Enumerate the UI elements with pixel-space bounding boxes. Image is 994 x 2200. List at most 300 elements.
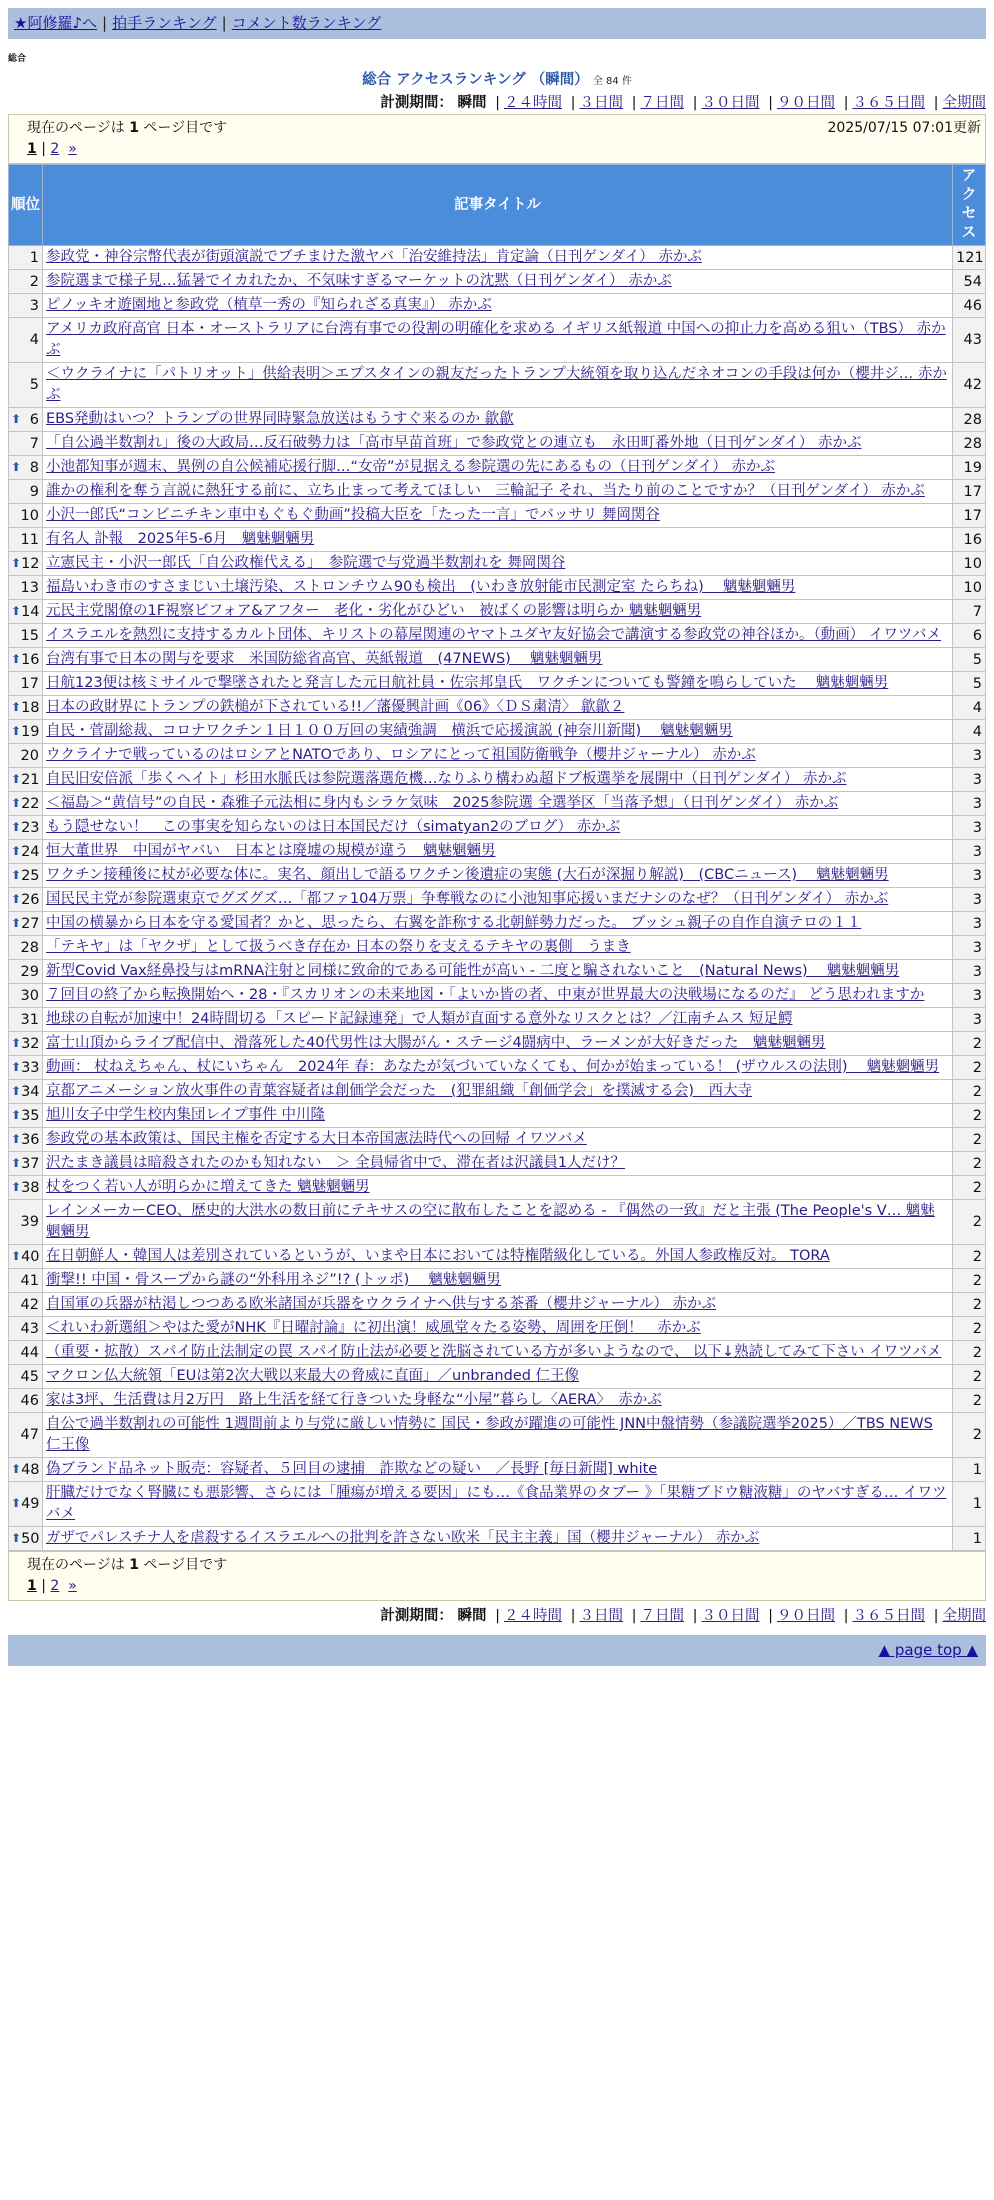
article-link[interactable]: 京都アニメーション放火事件の青葉容疑者は創価学会だった (犯罪組織「創価学会」を撲滅する会) 西大寺 (46, 1083, 753, 1099)
title-cell (43, 912, 953, 936)
article-link[interactable]: ガザでパレスチナ人を虐殺するイスラエルへの批判を許さない欧米「民主主義」国（櫻井ジャーナル） 赤かぶ (46, 1530, 760, 1546)
rank-number: 12 (21, 555, 40, 572)
rank-cell (9, 1389, 43, 1413)
article-link[interactable]: 家は3坪、生活費は月2万円 路上生活を経て行きついた身軽な“小屋”暮らし〈AERA〉 赤かぶ (46, 1392, 662, 1408)
rank-cell (9, 936, 43, 960)
article-link[interactable]: 新型Covid Vax経鼻投与はmRNA注射と同様に致命的である可能性が高い - 二度と騙されないこと (Natural News) 魑魅魍魎男 (46, 963, 900, 979)
period-7d[interactable]: ７日間 (640, 95, 684, 111)
rank-number: 17 (20, 675, 39, 692)
period-24h[interactable]: ２４時間 (504, 1608, 562, 1624)
table-row (9, 1104, 986, 1128)
access-count: 5 (953, 672, 986, 696)
title-cell (43, 936, 953, 960)
title-cell (43, 1365, 953, 1389)
rank-cell (9, 1176, 43, 1200)
access-count: 10 (953, 576, 986, 600)
rank-cell (9, 840, 43, 864)
table-row (9, 1317, 986, 1341)
rank-cell (9, 888, 43, 912)
rank-number: 39 (20, 1214, 39, 1230)
article-link[interactable]: 自民・菅副総裁、コロナワクチン１日１００万回の実績強調 横浜で応援演説 (神奈川新聞) 魑魅魍魎男 (46, 723, 733, 739)
access-count: 2 (953, 1341, 986, 1365)
article-link[interactable]: ウクライナで戦っているのはロシアとNATOであり、ロシアにとって祖国防衛戦争（櫻井ジャーナル） 赤かぶ (46, 747, 756, 763)
separator: | (102, 14, 108, 32)
access-count: 19 (953, 456, 986, 480)
rank-cell (9, 984, 43, 1008)
access-count: 54 (953, 270, 986, 294)
rank-number: 42 (20, 1296, 39, 1313)
table-row (9, 1389, 986, 1413)
rank-cell (9, 1527, 43, 1551)
title-cell (43, 888, 953, 912)
table-row (9, 816, 986, 840)
article-link[interactable]: 台湾有事で日本の関与を要求 米国防総省高官、英紙報道 (47NEWS) 魑魅魍魎男 (46, 651, 603, 667)
rank-cell (9, 1341, 43, 1365)
rank-number: 15 (20, 627, 39, 644)
link-asyura-home[interactable]: ★阿修羅♪へ (14, 14, 98, 32)
title-cell (43, 480, 953, 504)
rank-number: 6 (29, 411, 39, 428)
ranking-table-body (9, 246, 986, 1551)
rank-cell (9, 1269, 43, 1293)
article-link[interactable]: もう隠せない！ この事実を知らないのは日本国民だけ（simatyan2のブログ） 赤かぶ (46, 819, 621, 835)
article-link[interactable]: 中国の横暴から日本を守る愛国者？かと、思ったら、右翼を詐称する北朝鮮勢力だった。 ブッシュ親子の自作自演テロの１１ (46, 915, 862, 931)
rank-number: 2 (29, 273, 39, 290)
title-cell (43, 246, 953, 270)
article-link[interactable]: 在日朝鮮人・韓国人は差別されているというが、いまや日本においては特権階級化している。外国人参政権反対。 TORA (46, 1248, 830, 1264)
table-row (9, 720, 986, 744)
period-all[interactable]: 全期間 (942, 95, 986, 111)
rank-number: 49 (21, 1496, 40, 1512)
table-row (9, 984, 986, 1008)
ranking-title (8, 68, 986, 89)
pager-bottom: 1 | 2 » (27, 1578, 77, 1594)
up-arrow-icon: ⬆ (11, 1107, 22, 1122)
title-cell (43, 1527, 953, 1551)
rank-number: 7 (29, 435, 39, 452)
article-link[interactable]: ＜福島＞“黄信号”の自民・森雅子元法相に身内もシラケ気味 2025参院選 全選挙区「当落予想」（日刊ゲンダイ） 赤かぶ (46, 795, 839, 811)
up-arrow-icon: ⬆ (11, 1083, 22, 1098)
title-cell (43, 1128, 953, 1152)
access-count: 17 (953, 480, 986, 504)
header-rank: 順位 (9, 165, 43, 246)
title-cell (43, 816, 953, 840)
title-cell (43, 294, 953, 318)
rank-number: 8 (29, 459, 39, 476)
access-count: 46 (953, 294, 986, 318)
access-count: 2 (953, 1200, 986, 1245)
article-link[interactable]: 参政党の基本政策は、国民主権を否定する大日本帝国憲法時代への回帰 イワツバメ (46, 1131, 587, 1147)
rank-cell (9, 1200, 43, 1245)
table-row (9, 1482, 986, 1527)
access-count: 2 (953, 1104, 986, 1128)
article-link[interactable]: 小沢一郎氏“コンビニチキン車中もぐもぐ動画”投稿大臣を「たった一言」でバッサリ 舞岡関谷 (46, 507, 660, 523)
rank-cell (9, 672, 43, 696)
article-link[interactable]: 旭川女子中学生校内集団レイプ事件 中川隆 (46, 1107, 325, 1123)
rank-cell (9, 270, 43, 294)
rank-number: 1 (29, 249, 39, 266)
article-link[interactable]: ピノッキオ遊園地と参政党（植草一秀の『知られざる真実』） 赤かぶ (46, 297, 492, 313)
pager-next-arrow[interactable]: » (68, 1578, 77, 1594)
rank-number: 21 (21, 771, 40, 788)
access-count: 3 (953, 888, 986, 912)
article-link[interactable]: マクロン仏大統領「EUは第2次大戦以来最大の脅威に直面」／unbranded 仁王像 (46, 1368, 580, 1384)
pager-next-arrow[interactable]: » (68, 141, 77, 157)
title-cell (43, 1389, 953, 1413)
up-arrow-icon: ⬆ (11, 411, 22, 426)
rank-number: 50 (21, 1530, 40, 1547)
rank-number: 35 (21, 1107, 40, 1124)
article-link[interactable]: ワクチン接種後に杖が必要な体に。実名、顔出しで語るワクチン後遺症の実態 (大石が深掘り解説) (CBCニュース) 魑魅魍魎男 (46, 867, 889, 883)
title-cell (43, 960, 953, 984)
title-cell (43, 1482, 953, 1527)
access-count: 2 (953, 1176, 986, 1200)
article-link[interactable]: 自民旧安倍派「歩くヘイト」杉田水脈氏は参院選落選危機…なりふり構わぬ超ドブ板選挙を展開中（日刊ゲンダイ） 赤かぶ (46, 771, 847, 787)
rank-number: 9 (29, 483, 39, 500)
rank-cell (9, 768, 43, 792)
table-row (9, 246, 986, 270)
access-count: 4 (953, 720, 986, 744)
pager-page-2[interactable]: 2 (50, 1578, 60, 1594)
pager-page-2[interactable]: 2 (50, 141, 60, 157)
period-24h[interactable]: ２４時間 (504, 95, 562, 111)
article-link[interactable]: 日本の政財界にトランプの鉄槌が下されている!!／藩優興計画《06》〈ＤＳ粛清〉 歙歙２ (46, 699, 625, 715)
access-count: 2 (953, 1056, 986, 1080)
rank-number: 11 (20, 531, 39, 548)
period-365d[interactable]: ３６５日間 (852, 1608, 925, 1624)
title-cell (43, 744, 953, 768)
header-access: アクセス (953, 165, 986, 246)
up-arrow-icon: ⬆ (11, 867, 22, 882)
article-link[interactable]: 自公で過半数割れの可能性 1週間前より与党に厳しい情勢に 国民・参政が躍進の可能性 JNN中盤情勢（参議院選挙2025）／TBS NEWS 仁王像 (46, 1416, 933, 1453)
up-arrow-icon: ⬆ (11, 555, 22, 570)
table-row (9, 840, 986, 864)
period-365d[interactable]: ３６５日間 (852, 95, 925, 111)
title-cell (43, 504, 953, 528)
table-row (9, 1341, 986, 1365)
access-count: 4 (953, 696, 986, 720)
title-cell (43, 1413, 953, 1458)
access-count: 3 (953, 816, 986, 840)
article-link[interactable]: 「テキヤ」は「ヤクザ」として扱うべき存在か 日本の祭りを支えるテキヤの裏側 うまき (46, 939, 631, 955)
rank-cell (9, 696, 43, 720)
rank-cell (9, 600, 43, 624)
up-arrow-icon: ⬆ (11, 891, 22, 906)
access-count: 2 (953, 1269, 986, 1293)
up-arrow-icon: ⬆ (11, 819, 22, 834)
table-row (9, 960, 986, 984)
article-link[interactable]: 恒大董世界 中国がヤバい 日本とは廃墟の規模が違う 魑魅魍魎男 (46, 843, 496, 859)
rank-cell (9, 504, 43, 528)
title-cell (43, 1104, 953, 1128)
period-3d[interactable]: ３日間 (579, 95, 623, 111)
up-arrow-icon: ⬆ (11, 1179, 22, 1194)
article-link[interactable]: 「自公過半数割れ」後の大政局…反石破勢力は「高市早苗首班」で参政党との連立も 永田町番外地（日刊ゲンダイ） 赤かぶ (46, 435, 862, 451)
rank-cell (9, 960, 43, 984)
table-row (9, 912, 986, 936)
rank-cell (9, 1293, 43, 1317)
article-link[interactable]: 動画： 杖ねえちゃん、杖にいちゃん 2024年 春：あなたが気づいていなくても、何かが始まっている！ (ザウルスの法則) 魑魅魍魎男 (46, 1059, 940, 1075)
title-cell (43, 1032, 953, 1056)
article-link[interactable]: 国民民主党が参院選東京でグズグズ…「都ファ104万票」争奪戦なのに小池知事応援いまだナシのなぜ？（日刊ゲンダイ） 赤かぶ (46, 891, 889, 907)
rank-cell (9, 318, 43, 363)
rank-number: 45 (20, 1368, 39, 1385)
title-cell (43, 768, 953, 792)
up-arrow-icon: ⬆ (11, 699, 22, 714)
rank-cell (9, 552, 43, 576)
table-row (9, 504, 986, 528)
rank-number: 3 (29, 297, 39, 314)
table-row (9, 1527, 986, 1551)
access-count: 2 (953, 1032, 986, 1056)
period-90d[interactable]: ９０日間 (777, 1608, 835, 1624)
access-count: 1 (953, 1527, 986, 1551)
period-current: 瞬間 (457, 95, 487, 111)
section-label: 総合 (8, 54, 27, 64)
rank-cell (9, 1104, 43, 1128)
rank-cell (9, 648, 43, 672)
article-link[interactable]: イスラエルを熱烈に支持するカルト団体、キリストの幕屋関連のヤマトユダヤ友好協会で講演する参政党の神谷ほか。（動画） イワツバメ (46, 627, 942, 643)
title-cell (43, 552, 953, 576)
access-count: 3 (953, 864, 986, 888)
access-count: 28 (953, 408, 986, 432)
access-count: 121 (953, 246, 986, 270)
article-link[interactable]: 地球の自転が加速中！24時間切る「スピード記録連発」で人類が直面する意外なリスクとは？／江南チムス 短足鰐 (46, 1011, 793, 1027)
rank-cell (9, 1032, 43, 1056)
period-3d[interactable]: ３日間 (579, 1608, 623, 1624)
rank-number: 30 (20, 987, 39, 1004)
up-arrow-icon: ⬆ (11, 1131, 22, 1146)
title-cell (43, 672, 953, 696)
rank-number: 23 (21, 819, 40, 836)
link-comment-ranking[interactable]: コメント数ランキング (231, 14, 382, 32)
article-link[interactable]: 衝撃!! 中国・骨スープから謎の“外科用ネジ”!? (トッポ) 魑魅魍魎男 (46, 1272, 501, 1288)
access-count: 3 (953, 1008, 986, 1032)
title-cell (43, 1080, 953, 1104)
rank-cell (9, 1080, 43, 1104)
rank-number: 44 (20, 1344, 39, 1361)
rank-number: 33 (21, 1059, 40, 1076)
rank-number: 34 (21, 1083, 40, 1100)
rank-cell (9, 294, 43, 318)
period-30d[interactable]: ３０日間 (701, 95, 760, 111)
article-link[interactable]: ＜れいわ新選組＞やはた愛がNHK『日曜討論』に初出演！威風堂々たる姿勢、周囲を圧倒！ 赤かぶ (46, 1320, 701, 1336)
article-link[interactable]: 立憲民主・小沢一郎氏「自公政権代える」 参院選で与党過半数割れを 舞岡関谷 (46, 555, 566, 571)
table-row (9, 768, 986, 792)
article-link[interactable]: 参院選まで様子見…猛暑でイカれたか、不気味すぎるマーケットの沈黙（日刊ゲンダイ） 赤かぶ (46, 273, 672, 289)
access-count: 3 (953, 984, 986, 1008)
article-link[interactable]: レインメーカーCEO、歴史的大洪水の数日前にテキサスの空に散布したことを認める - 『偶然の一致』だと主張 (The People's V… 魑魅魍魎男 (46, 1203, 935, 1240)
access-count: 2 (953, 1152, 986, 1176)
period-90d[interactable]: ９０日間 (777, 95, 835, 111)
rank-number: 18 (21, 699, 40, 716)
title-cell (43, 270, 953, 294)
table-row (9, 792, 986, 816)
rank-number: 10 (20, 507, 39, 524)
table-row (9, 408, 986, 432)
rank-number: 43 (20, 1320, 39, 1337)
table-row (9, 1152, 986, 1176)
article-link[interactable]: アメリカ政府高官 日本・オーストラリアに台湾有事での役割の明確化を求める イギリス紙報道 中国への抑止力を高める狙い（TBS） 赤かぶ (46, 321, 946, 358)
pager-current-page: 1 (27, 1578, 37, 1594)
table-row (9, 624, 986, 648)
table-row (9, 552, 986, 576)
title-cell (43, 576, 953, 600)
up-arrow-icon: ⬆ (11, 723, 22, 738)
access-count: 42 (953, 363, 986, 408)
title-cell (43, 363, 953, 408)
table-row (9, 648, 986, 672)
article-link[interactable]: 自国軍の兵器が枯渇しつつある欧米諸国が兵器をウクライナへ供与する茶番（櫻井ジャーナル） 赤かぶ (46, 1296, 717, 1312)
article-link[interactable]: EBS発動はいつ？トランプの世界同時緊急放送はもうすぐ来るのか 歙歙 (46, 411, 514, 427)
title-cell (43, 1458, 953, 1482)
title-cell (43, 456, 953, 480)
rank-cell (9, 720, 43, 744)
up-arrow-icon: ⬆ (11, 1496, 22, 1510)
access-count: 16 (953, 528, 986, 552)
pager-top: 1 | 2 » (27, 141, 77, 157)
period-selector-bottom: 計測期間： 瞬間 | ２４時間 | ３日間 | ７日間 | ３０日間 | ９０日間 | ３６５日間 | 全期間 (380, 1608, 986, 1624)
table-row (9, 480, 986, 504)
title-cell (43, 1317, 953, 1341)
article-link[interactable]: 杖をつく若い人が明らかに増えてきた 魑魅魍魎男 (46, 1179, 370, 1195)
article-link[interactable]: （重要・拡散）スパイ防止法制定の罠 スパイ防止法が必要と洗脳されている方が多いようなので、 以下↓熟読してみて下さい イワツバメ (46, 1344, 942, 1360)
rank-cell (9, 1008, 43, 1032)
title-cell (43, 696, 953, 720)
page-top-link[interactable]: ▲ page top ▲ (878, 1641, 978, 1659)
rank-cell (9, 456, 43, 480)
rank-number: 37 (21, 1155, 40, 1172)
access-count: 7 (953, 600, 986, 624)
up-arrow-icon: ⬆ (11, 795, 22, 810)
table-row (9, 456, 986, 480)
access-count: 3 (953, 768, 986, 792)
rank-cell (9, 1458, 43, 1482)
article-link[interactable]: 日航123便は核ミサイルで撃墜されたと発言した元日航社員・佐宗邦皇氏 ワクチンについても警鐘を鳴らしていた 魑魅魍魎男 (46, 675, 889, 691)
rank-number: 14 (21, 603, 40, 620)
article-link[interactable]: 偽ブランド品ネット販売：容疑者、５回目の逮捕 詐欺などの疑い ／長野 [毎日新聞] white (46, 1461, 658, 1477)
rank-number: 4 (29, 332, 39, 348)
rank-number: 47 (20, 1427, 39, 1443)
table-row (9, 294, 986, 318)
table-row (9, 1056, 986, 1080)
article-link[interactable]: 沢たまき議員は暗殺されたのかも知れない ＞ 全員帰省中で、滞在者は沢議員1人だけ？ (46, 1155, 626, 1171)
table-row (9, 318, 986, 363)
table-row (9, 672, 986, 696)
article-link[interactable]: 誰かの権利を奪う言説に熱狂する前に、立ち止まって考えてほしい 三輪記子 それ、当たり前のことですか？（日刊ゲンダイ） 赤かぶ (46, 483, 925, 499)
table-row (9, 432, 986, 456)
page-info-box-bottom (8, 1551, 986, 1601)
total-count: 全 84 件 (592, 76, 632, 87)
access-count: 1 (953, 1482, 986, 1527)
up-arrow-icon: ⬆ (11, 915, 22, 930)
period-label: 計測期間： (380, 1608, 453, 1624)
table-row (9, 363, 986, 408)
header-title: 記事タイトル (43, 165, 953, 246)
title-cell (43, 840, 953, 864)
access-count: 3 (953, 792, 986, 816)
period-label: 計測期間： (380, 95, 453, 111)
access-count: 2 (953, 1293, 986, 1317)
period-all[interactable]: 全期間 (942, 1608, 986, 1624)
table-row (9, 744, 986, 768)
article-link[interactable]: 参政党・神谷宗幣代表が街頭演説でブチまけた激ヤバ「治安維持法」肯定論（日刊ゲンダイ） 赤かぶ (46, 249, 702, 265)
rank-number: 27 (21, 915, 40, 932)
table-row (9, 888, 986, 912)
title-cell (43, 1341, 953, 1365)
title-cell (43, 528, 953, 552)
access-count: 1 (953, 1458, 986, 1482)
table-row (9, 1269, 986, 1293)
table-row (9, 576, 986, 600)
table-row (9, 1458, 986, 1482)
title-cell (43, 432, 953, 456)
article-link[interactable]: 富士山頂からライブ配信中、滑落死した40代男性は大腸がん・ステージ4闘病中、ラーメンが大好きだった 魑魅魍魎男 (46, 1035, 826, 1051)
rank-cell (9, 1413, 43, 1458)
title-cell (43, 1269, 953, 1293)
table-row (9, 1293, 986, 1317)
up-arrow-icon: ⬆ (11, 1248, 22, 1263)
article-link[interactable]: 肝臓だけでなく腎臓にも悪影響、さらには「腫瘍が増える要因」にも…《食品業界のタブー 》「果糖ブドウ糖液糖」のヤバすぎる… イワツバメ (46, 1485, 947, 1522)
table-row (9, 696, 986, 720)
title-cell (43, 600, 953, 624)
rank-cell (9, 816, 43, 840)
article-link[interactable]: 福島いわき市のすさまじい土壌汚染、ストロンチウム90も検出 (いわき放射能市民測定室 たらちね) 魑魅魍魎男 (46, 579, 796, 595)
up-arrow-icon: ⬆ (11, 1059, 22, 1074)
period-7d[interactable]: ７日間 (640, 1608, 684, 1624)
table-row (9, 1032, 986, 1056)
article-link[interactable]: 小池都知事が週末、異例の自公候補応援行脚…“女帝”が見据える参院選の先にあるもの（日刊ゲンダイ） 赤かぶ (46, 459, 775, 475)
rank-cell (9, 363, 43, 408)
separator: | (221, 14, 227, 32)
title-cell (43, 1200, 953, 1245)
access-count: 17 (953, 504, 986, 528)
rank-cell (9, 480, 43, 504)
article-link[interactable]: ＜ウクライナに「パトリオット」供給表明＞エプスタインの親友だったトランプ大統領を取り込んだネオコンの手段は何か（櫻井ジ… 赤かぶ (46, 366, 947, 403)
ranking-title-text: 総合 アクセスランキング （瞬間） (362, 72, 589, 88)
rank-cell (9, 408, 43, 432)
rank-number: 31 (20, 1011, 39, 1028)
table-row (9, 864, 986, 888)
access-count: 2 (953, 1389, 986, 1413)
rank-cell (9, 1152, 43, 1176)
table-row (9, 600, 986, 624)
rank-number: 46 (20, 1392, 39, 1409)
rank-cell (9, 528, 43, 552)
rank-cell (9, 864, 43, 888)
table-row (9, 528, 986, 552)
table-row (9, 1176, 986, 1200)
table-header-row (9, 165, 986, 246)
table-row (9, 1008, 986, 1032)
title-cell (43, 648, 953, 672)
rank-number: 48 (21, 1461, 40, 1478)
article-link[interactable]: 有名人 訃報 2025年5-6月 魑魅魍魎男 (46, 531, 315, 547)
rank-number: 36 (21, 1131, 40, 1148)
rank-cell (9, 1056, 43, 1080)
link-applause-ranking[interactable]: 拍手ランキング (112, 14, 217, 32)
access-count: 2 (953, 1317, 986, 1341)
rank-cell (9, 624, 43, 648)
article-link[interactable]: ７回目の終了から転換開始へ・28・『スカリオンの未来地図・「よいか皆の者、中東が世界最大の決戦場になるのだ』 どう思われますか (46, 987, 925, 1003)
access-count: 10 (953, 552, 986, 576)
rank-number: 28 (20, 939, 39, 956)
access-count: 5 (953, 648, 986, 672)
article-link[interactable]: 元民主党閣僚の1F視察ビフォア&アフター 老化・劣化がひどい 被ばくの影響は明らか 魑魅魍魎男 (46, 603, 702, 619)
up-arrow-icon: ⬆ (11, 651, 22, 666)
period-30d[interactable]: ３０日間 (701, 1608, 760, 1624)
rank-number: 26 (21, 891, 40, 908)
